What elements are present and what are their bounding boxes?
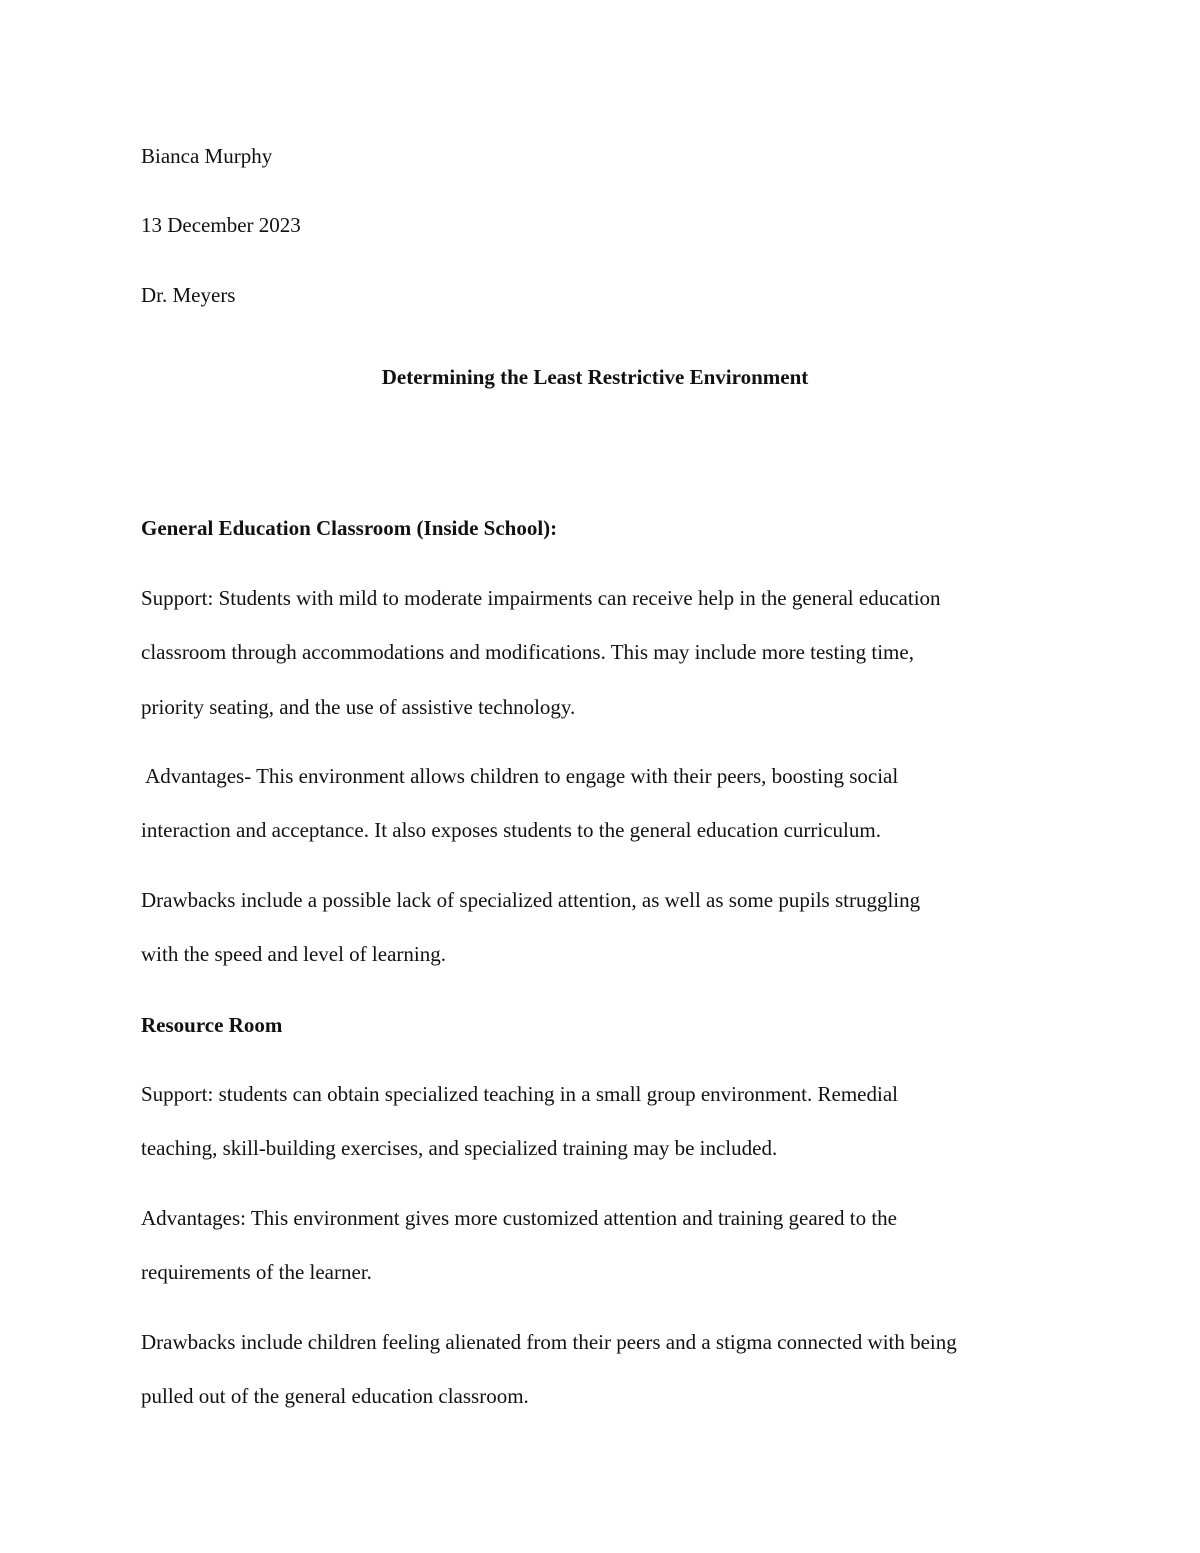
paragraph-line: Drawbacks include children feeling alienated from their peers and a stigma connected with being	[141, 1330, 957, 1354]
section-heading-resource-room: Resource Room	[141, 1013, 283, 1037]
paragraph-line: pulled out of the general education classroom.	[141, 1384, 529, 1408]
paragraph-line: Advantages: This environment gives more customized attention and training geared to the	[141, 1206, 897, 1230]
paragraph-line: requirements of the learner.	[141, 1260, 372, 1284]
document-title: Determining the Least Restrictive Environment	[381, 365, 809, 389]
paragraph-line: Advantages- This environment allows children to engage with their peers, boosting social	[141, 764, 899, 788]
paragraph-line: interaction and acceptance. It also exposes students to the general education curriculum.	[141, 818, 881, 842]
paragraph-line: priority seating, and the use of assistive technology.	[141, 695, 576, 719]
paragraph-line: teaching, skill-building exercises, and specialized training may be included.	[141, 1136, 778, 1160]
paragraph-line: with the speed and level of learning.	[141, 942, 446, 966]
section-heading-general-education: General Education Classroom (Inside School):	[141, 516, 558, 540]
paragraph-line: Drawbacks include a possible lack of specialized attention, as well as some pupils struggling	[141, 888, 921, 912]
instructor-name: Dr. Meyers	[141, 283, 236, 307]
paragraph-line: classroom through accommodations and modifications. This may include more testing time,	[141, 640, 914, 664]
paragraph-line: Support: Students with mild to moderate impairments can receive help in the general education	[141, 586, 941, 610]
paragraph-line: Support: students can obtain specialized teaching in a small group environment. Remedial	[141, 1082, 898, 1106]
date: 13 December 2023	[141, 213, 301, 237]
author-name: Bianca Murphy	[141, 144, 273, 168]
